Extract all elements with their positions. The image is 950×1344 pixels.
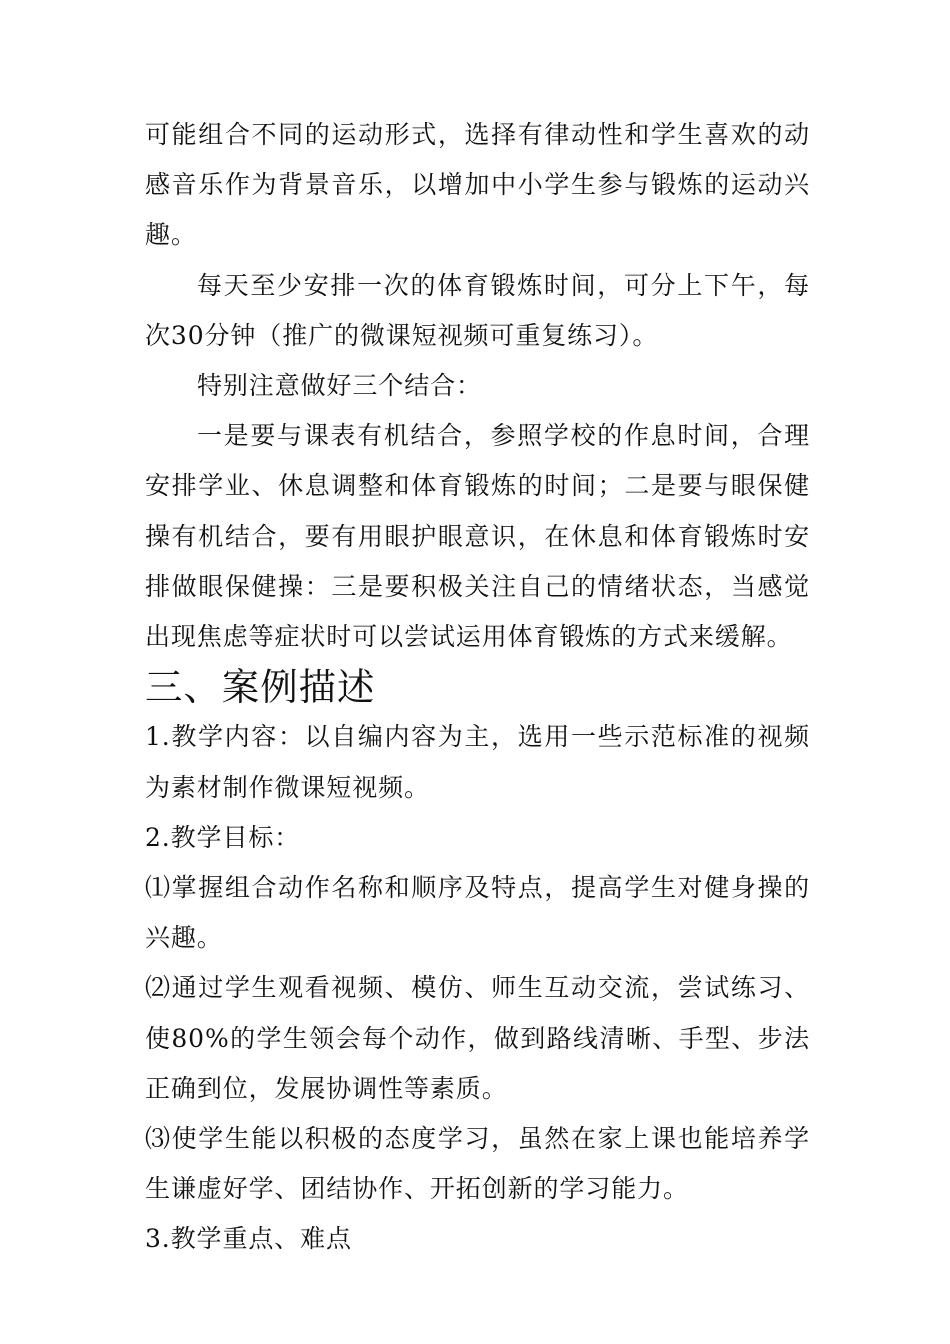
section-heading-case-description: 三、案例描述 [145, 665, 376, 710]
item-teaching-content: 1.教学内容：以自编内容为主，选用一些示范标准的视频为素材制作微课短视频。 [145, 722, 810, 802]
document-body [145, 110, 810, 1265]
goal-item-1: ⑴掌握组合动作名称和顺序及特点，提高学生对健身操的兴趣。 [145, 873, 810, 953]
paragraph-three-combinations-detail: 一是要与课表有机结合，参照学校的作息时间，合理安排学业、休息调整和体育锻炼的时间；二是要与眼保健操有机结合，要有用眼护眼意识，在休息和体育锻炼时安排做眼保健操：三是要积极关注自己的情绪状态，当感觉出现焦虑等症状时可以尝试运用体育锻炼的方式来缓解。 [145, 421, 810, 652]
goal-item-3: ⑶使学生能以积极的态度学习，虽然在家上课也能培养学生谦虚好学、团结协作、开拓创新的学习能力。 [145, 1124, 810, 1204]
paragraph-music-intro: 可能组合不同的运动形式，选择有律动性和学生喜欢的动感音乐作为背景音乐，以增加中小学生参与锻炼的运动兴趣。 [145, 120, 810, 250]
paragraph-three-combinations-title: 特别注意做好三个结合： [197, 371, 482, 401]
goal-item-2: ⑵通过学生观看视频、模仿、师生互动交流，尝试练习、使80%的学生领会每个动作，做到路线清晰、手型、步法正确到位，发展协调性等素质。 [145, 973, 810, 1103]
item-teaching-key-points: 3.教学重点、难点 [145, 1224, 352, 1254]
item-teaching-goals: 2.教学目标： [145, 822, 301, 852]
paragraph-daily-exercise: 每天至少安排一次的体育锻炼时间，可分上下午，每次30分钟（推广的微课短视频可重复练习）。 [145, 270, 810, 350]
